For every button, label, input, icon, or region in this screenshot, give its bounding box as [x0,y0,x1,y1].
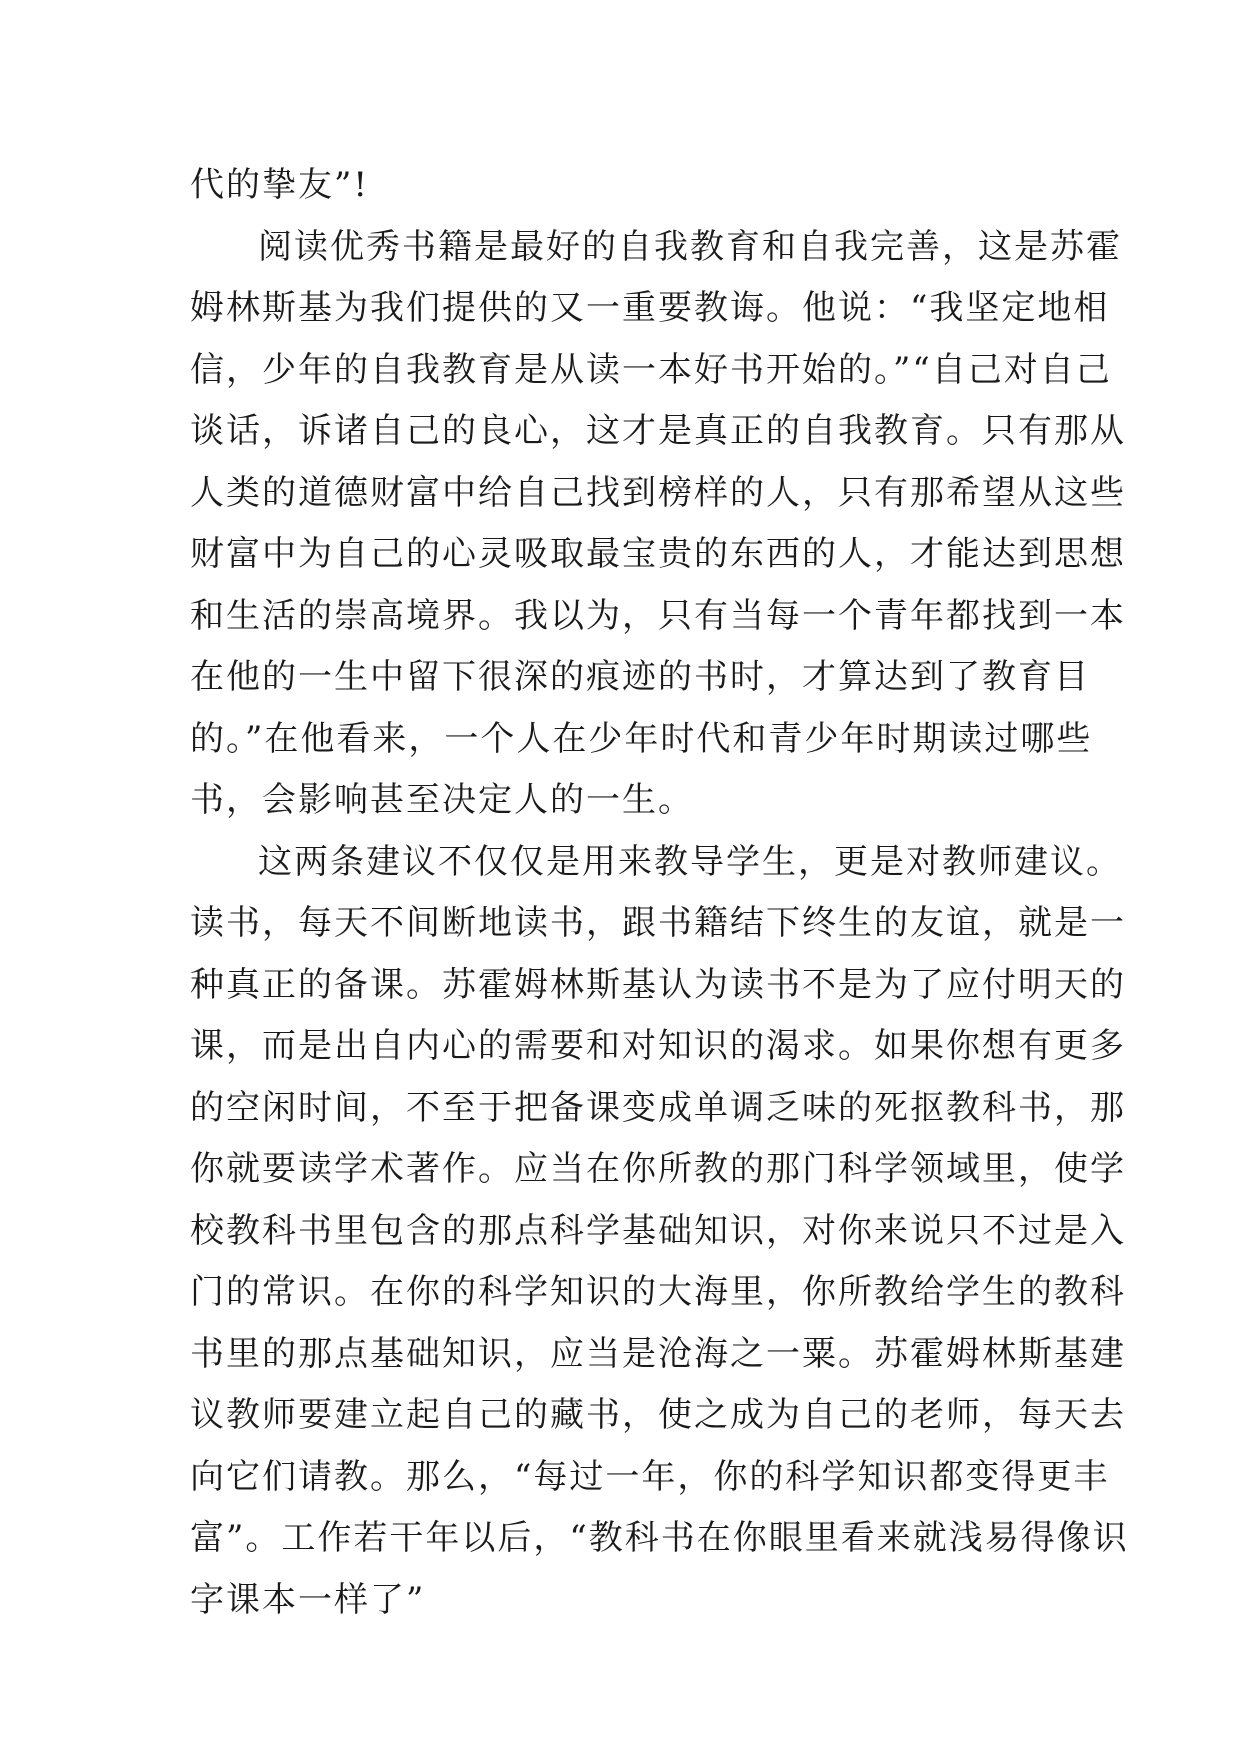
text-line: 课，而是出自内心的需要和对知识的渴求。如果你想有更多 [190,1026,1126,1066]
text-line: 字课本一样了” [190,1579,426,1620]
text-line: 谈话，诉诸自己的良心，这才是真正的自我教育。只有那从 [190,411,1126,451]
text-line: 这两条建议不仅仅是用来教导学生，更是对教师建议。 [258,841,1122,882]
text-line: 种真正的备课。苏霍姆林斯基认为读书不是为了应付明天的 [190,964,1126,1005]
text-line: 信，少年的自我教育是从读一本好书开始的。”“自己对自己 [190,349,1112,390]
text-line: 富”。工作若干年以后，“教科书在你眼里看来就浅易得像识 [190,1518,1129,1558]
text-line: 的空闲时间，不至于把备课变成单调乏味的死抠教科书，那 [190,1087,1126,1128]
text-line: 人类的道德财富中给自己找到榜样的人，只有那希望从这些 [190,472,1126,513]
text-line: 你就要读学术著作。应当在你所教的那门科学领域里，使学 [190,1149,1126,1189]
document-body [190,155,1129,1631]
text-line: 书，会影响甚至决定人的一生。 [190,780,694,820]
text-line: 校教科书里包含的那点科学基础知识，对你来说只不过是入 [190,1210,1126,1251]
text-line: 议教师要建立起自己的藏书，使之成为自己的老师，每天去 [190,1395,1126,1435]
text-line: 向它们请教。那么，“每过一年，你的科学知识都变得更丰 [190,1456,1110,1497]
text-line: 在他的一生中留下很深的痕迹的书时，才算达到了教育目 [190,657,1090,697]
text-line: 书里的那点基础知识，应当是沧海之一粟。苏霍姆林斯基建 [190,1333,1126,1374]
text-line: 和生活的崇高境界。我以为，只有当每一个青年都找到一本 [190,595,1126,636]
text-line: 阅读优秀书籍是最好的自我教育和自我完善，这是苏霍 [258,226,1122,267]
text-line: 的。”在他看来，一个人在少年时代和青少年时期读过哪些 [190,718,1093,759]
text-line: 代的挚友”! [190,165,370,205]
text-line: 读书，每天不间断地读书，跟书籍结下终生的友谊，就是一 [190,903,1126,943]
text-line: 姆林斯基为我们提供的又一重要教诲。他说：“我坚定地相 [190,288,1110,328]
text-line: 门的常识。在你的科学知识的大海里，你所教给学生的教科 [190,1272,1126,1312]
text-line: 财富中为自己的心灵吸取最宝贵的东西的人，才能达到思想 [190,534,1126,574]
